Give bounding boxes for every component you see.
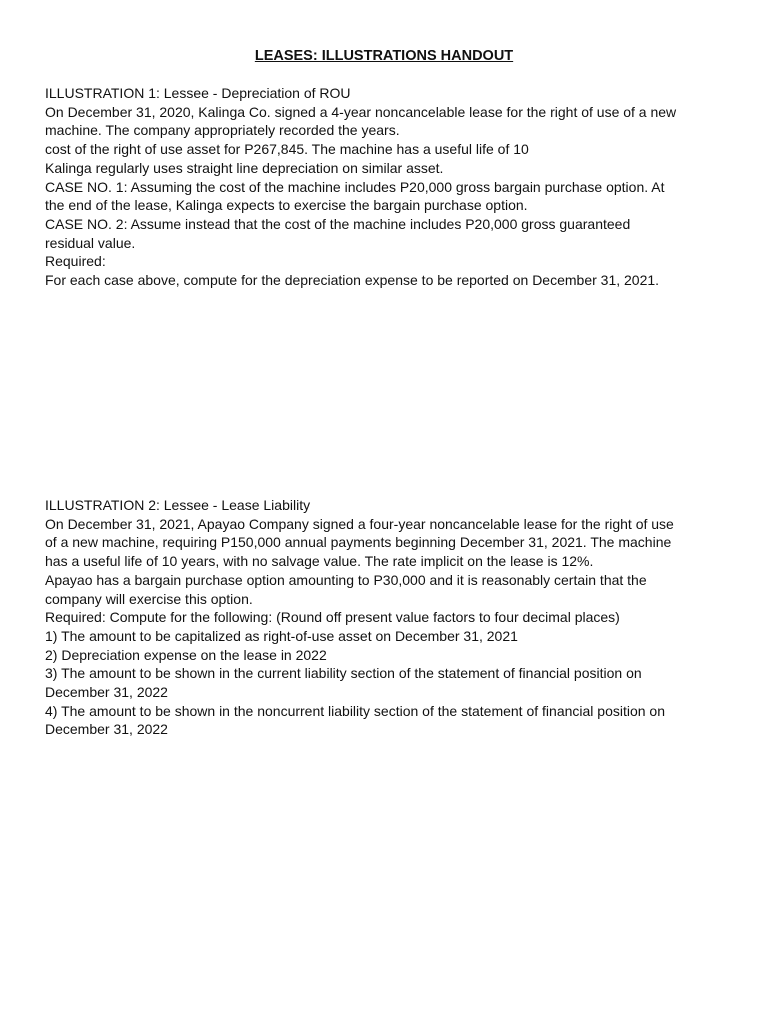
requirement-item: 3) The amount to be shown in the current liability section of the statement of financial position on xyxy=(45,665,642,682)
case-1-line: the end of the lease, Kalinga expects to exercise the bargain purchase option. xyxy=(45,197,528,214)
paragraph-line: Kalinga regularly uses straight line depreciation on similar asset. xyxy=(45,159,444,176)
paragraph-line: machine. The company appropriately recorded the years. xyxy=(45,122,400,139)
requirement-item: December 31, 2022 xyxy=(45,721,168,738)
illustration-1 xyxy=(45,84,735,290)
required-label: Required: xyxy=(45,253,106,270)
paragraph-line: Apayao has a bargain purchase option amounting to P30,000 and it is reasonably certain that the xyxy=(45,571,647,588)
document-title: LEASES: ILLUSTRATIONS HANDOUT xyxy=(254,48,514,64)
paragraph-line: cost of the right of use asset for P267,845. The machine has a useful life of 10 xyxy=(45,141,529,158)
paragraph-line: company will exercise this option. xyxy=(45,590,253,607)
paragraph-line: On December 31, 2021, Apayao Company signed a four-year noncancelable lease for the right of use xyxy=(45,515,674,532)
requirement-item: December 31, 2022 xyxy=(45,684,168,701)
paragraph-line: of a new machine, requiring P150,000 annual payments beginning December 31, 2021. The machine xyxy=(45,534,672,551)
required-text: Required: Compute for the following: (Round off present value factors to four decimal places) xyxy=(45,609,620,626)
requirement-item: 4) The amount to be shown in the noncurrent liability section of the statement of financial position on xyxy=(45,702,665,719)
required-text: For each case above, compute for the depreciation expense to be reported on December 31, 2021. xyxy=(45,272,660,289)
illustration-2-heading: ILLUSTRATION 2: Lessee - Lease Liability xyxy=(45,497,311,513)
illustration-2 xyxy=(45,496,735,739)
case-2-line: residual value. xyxy=(45,234,136,251)
case-2-line: CASE NO. 2: Assume instead that the cost of the machine includes P20,000 gross guaranteed xyxy=(45,215,631,232)
illustration-1-heading: ILLUSTRATION 1: Lessee - Depreciation of ROU xyxy=(45,85,351,101)
requirement-item: 1) The amount to be capitalized as right-of-use asset on December 31, 2021 xyxy=(45,627,518,644)
paragraph-line: On December 31, 2020, Kalinga Co. signed a 4-year noncancelable lease for the right of use of a new xyxy=(45,103,677,120)
paragraph-line: has a useful life of 10 years, with no salvage value. The rate implicit on the lease is 12%. xyxy=(45,553,594,570)
case-1-line: CASE NO. 1: Assuming the cost of the machine includes P20,000 gross bargain purchase option. At xyxy=(45,178,665,195)
requirement-item: 2) Depreciation expense on the lease in 2022 xyxy=(45,646,327,663)
